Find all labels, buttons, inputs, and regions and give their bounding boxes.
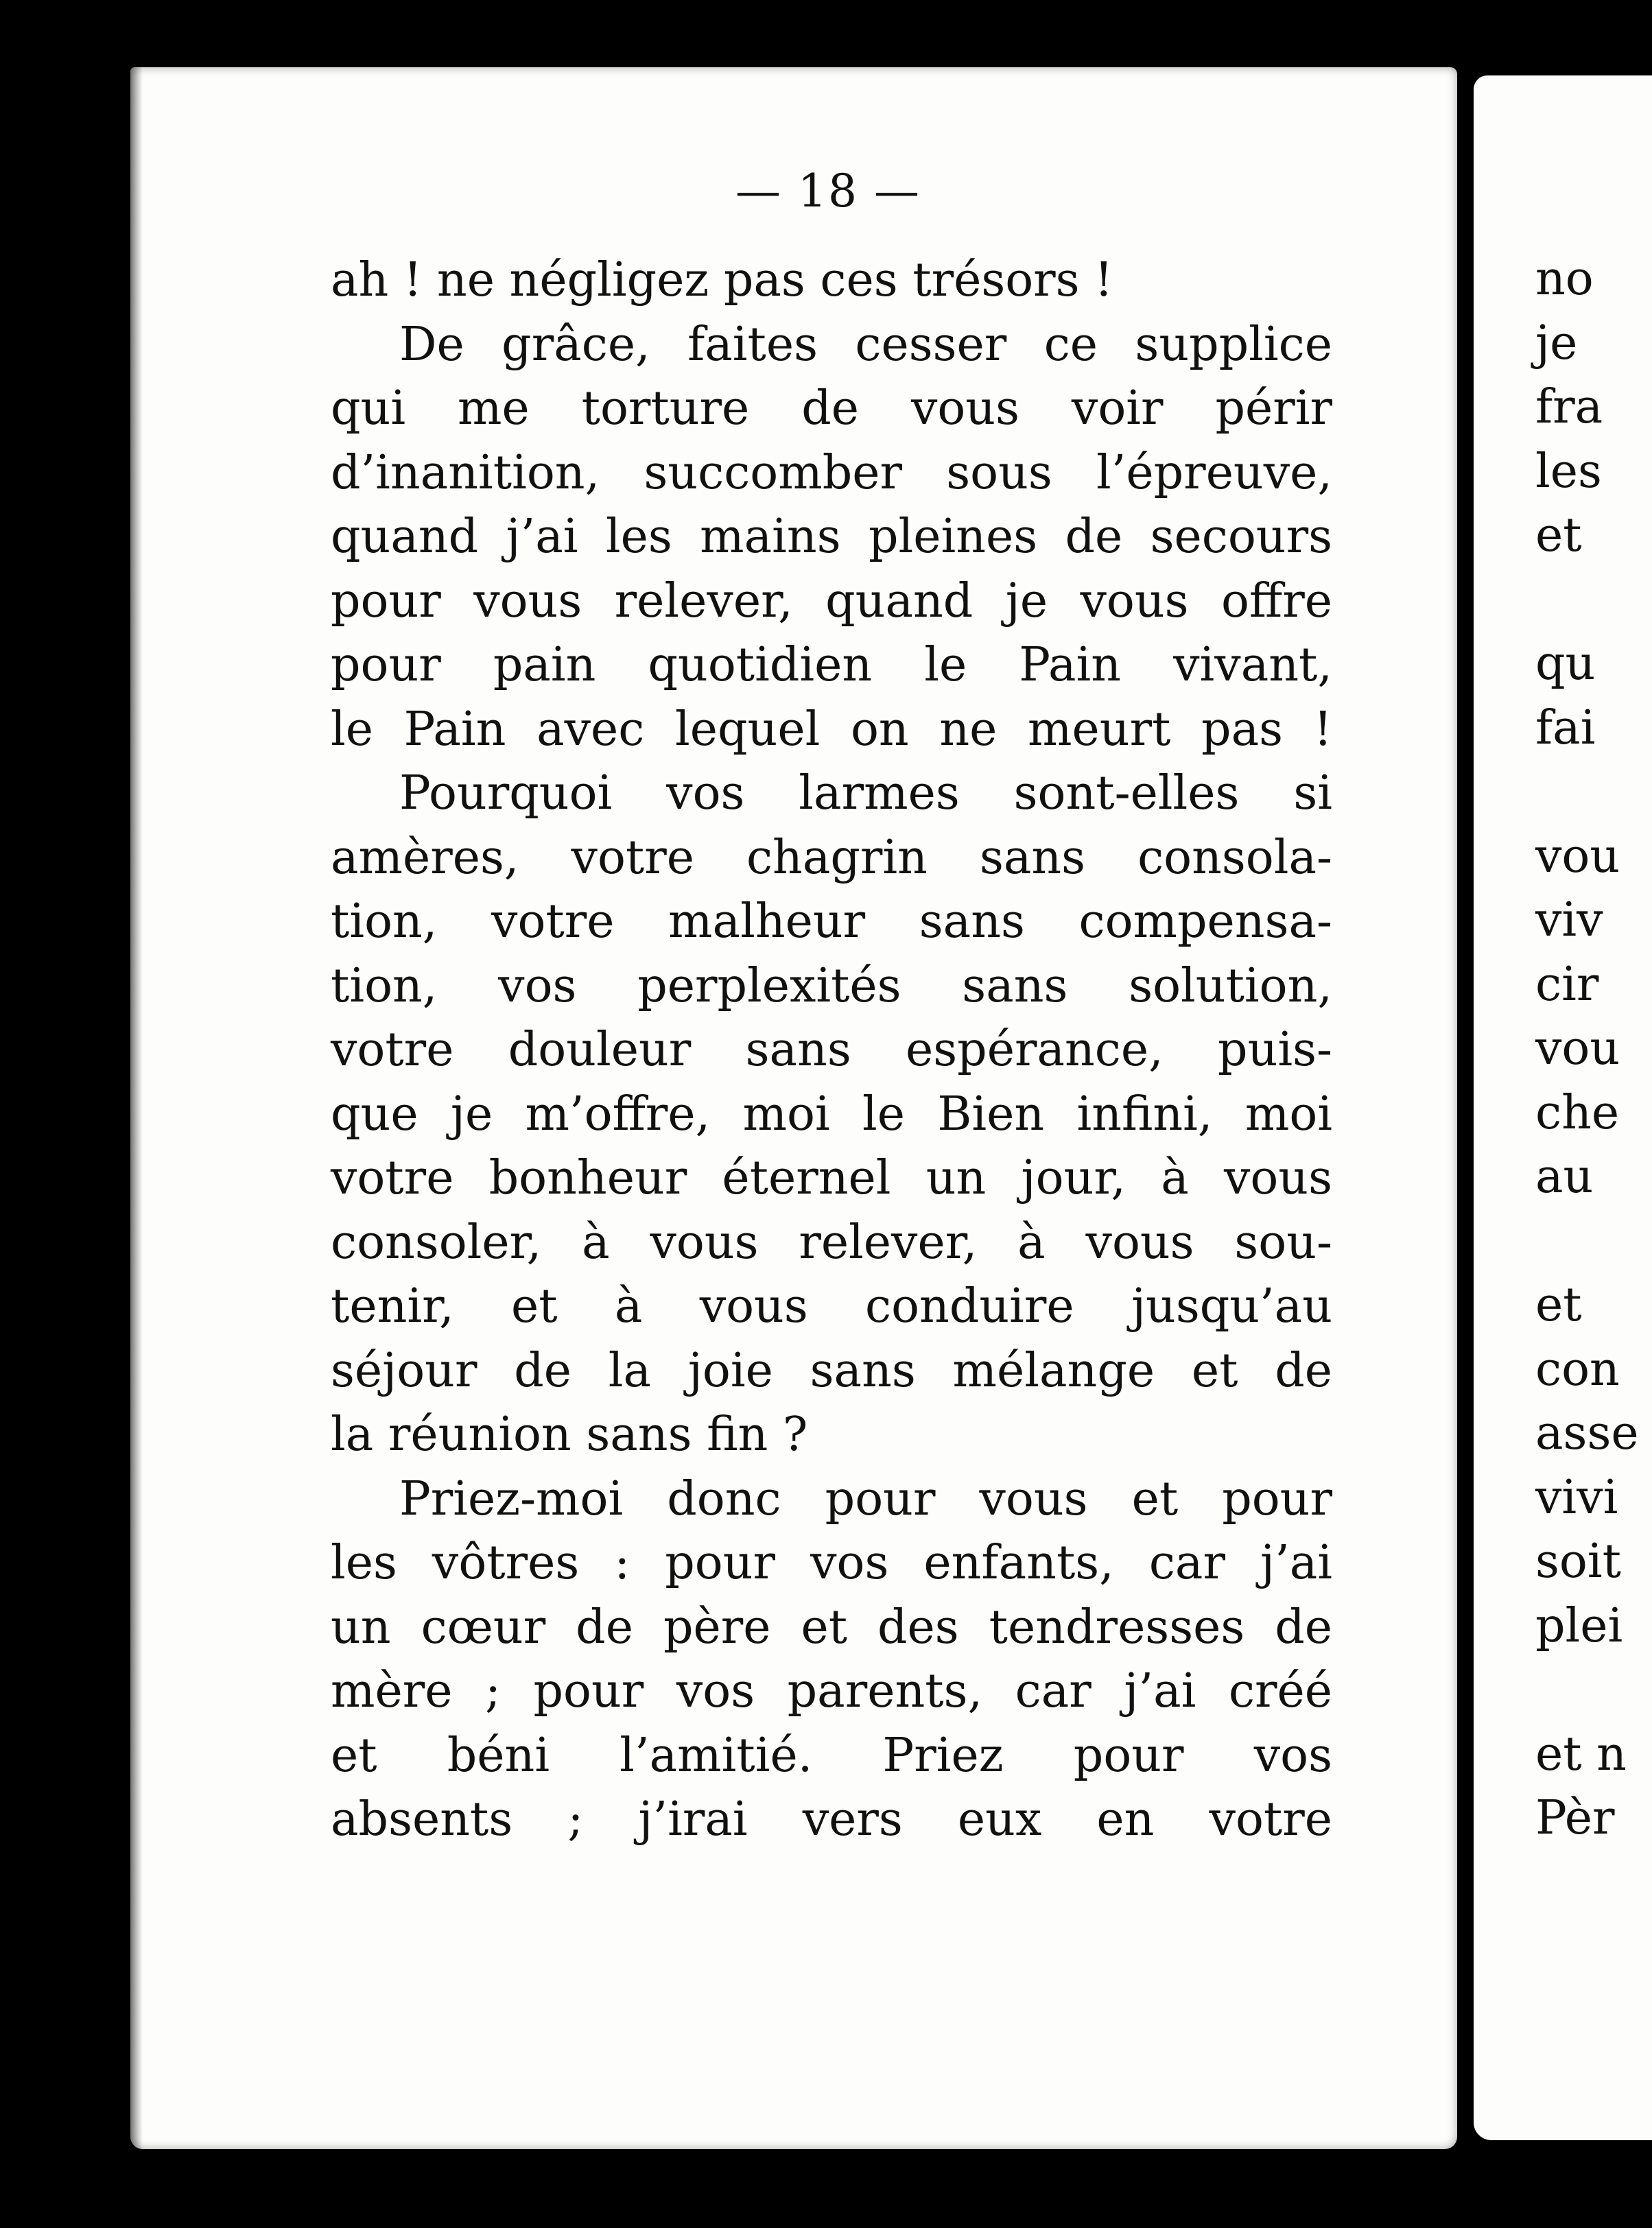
text-line: soit: [1535, 1534, 1621, 1589]
text-line: votre bonheur éternel un jour, à vous: [331, 1151, 1332, 1205]
text-line: plei: [1535, 1598, 1623, 1653]
text-line: quand j’ai les mains pleines de secours: [331, 510, 1332, 564]
text-line: [1535, 1658, 1631, 1722]
text-line: et: [1535, 508, 1582, 562]
text-line: pour vous relever, quand je vous offre: [331, 573, 1332, 628]
text-line: vivi: [1535, 1470, 1618, 1525]
page-number: — 18 —: [735, 165, 921, 217]
text-line: [1535, 568, 1631, 632]
text-line: che: [1535, 1085, 1620, 1140]
text-line: je: [1535, 316, 1578, 370]
text-line: no: [1535, 252, 1594, 306]
text-line: mère ; pour vos parents, car j’ai créé: [331, 1664, 1332, 1718]
text-line: votre douleur sans espérance, puis-: [331, 1023, 1332, 1077]
text-line: vou: [1535, 829, 1620, 884]
text-line: et n: [1535, 1727, 1627, 1781]
text-line: que je m’offre, moi le Bien infini, moi: [331, 1087, 1332, 1141]
page-body-text: [331, 248, 1332, 1852]
text-line: pour pain quotidien le Pain vivant,: [331, 638, 1332, 692]
text-line: [1535, 1209, 1631, 1274]
text-line: viv: [1535, 893, 1603, 947]
text-line: con: [1535, 1342, 1620, 1397]
text-line: ah ! ne négligez pas ces trésors !: [331, 253, 1113, 307]
text-line: absents ; j’irai vers eux en votre: [331, 1792, 1332, 1847]
text-line: fra: [1535, 380, 1603, 434]
text-line: la réunion sans fin ?: [331, 1408, 808, 1462]
text-line: et béni l’amitié. Priez pour vos: [331, 1728, 1332, 1783]
text-line: séjour de la joie sans mélange et de: [331, 1343, 1332, 1398]
text-line: amères, votre chagrin sans consola-: [331, 830, 1332, 885]
text-line: De grâce, faites cesser ce supplice: [399, 317, 1332, 372]
text-line: Priez-moi donc pour vous et pour: [399, 1471, 1332, 1526]
text-line: fai: [1535, 700, 1596, 755]
text-line: vou: [1535, 1021, 1620, 1076]
text-line: et: [1535, 1278, 1582, 1332]
text-line: tenir, et à vous conduire jusqu’au: [331, 1279, 1332, 1334]
text-line: un cœur de père et des tendresses de: [331, 1600, 1332, 1655]
text-line: le Pain avec lequel on ne meurt pas !: [331, 702, 1332, 757]
facing-page-text: [1535, 247, 1639, 1851]
text-line: d’inanition, succomber sous l’épreuve,: [331, 445, 1332, 500]
text-line: tion, vos perplexités sans solution,: [331, 958, 1332, 1013]
text-line: les: [1535, 444, 1602, 499]
text-line: Pèr: [1535, 1791, 1615, 1845]
text-line: consoler, à vous relever, à vous sou-: [331, 1215, 1332, 1270]
text-line: au: [1535, 1150, 1594, 1204]
text-line: cir: [1535, 957, 1599, 1012]
text-line: Pourquoi vos larmes sont-elles si: [399, 766, 1332, 820]
text-line: les vôtres : pour vos enfants, car j’ai: [331, 1536, 1332, 1590]
text-line: tion, votre malheur sans compensa-: [331, 894, 1332, 949]
text-line: qu: [1535, 637, 1596, 691]
text-line: asse: [1535, 1406, 1639, 1460]
text-line: [1535, 760, 1631, 825]
text-line: qui me torture de vous voir périr: [331, 381, 1332, 436]
